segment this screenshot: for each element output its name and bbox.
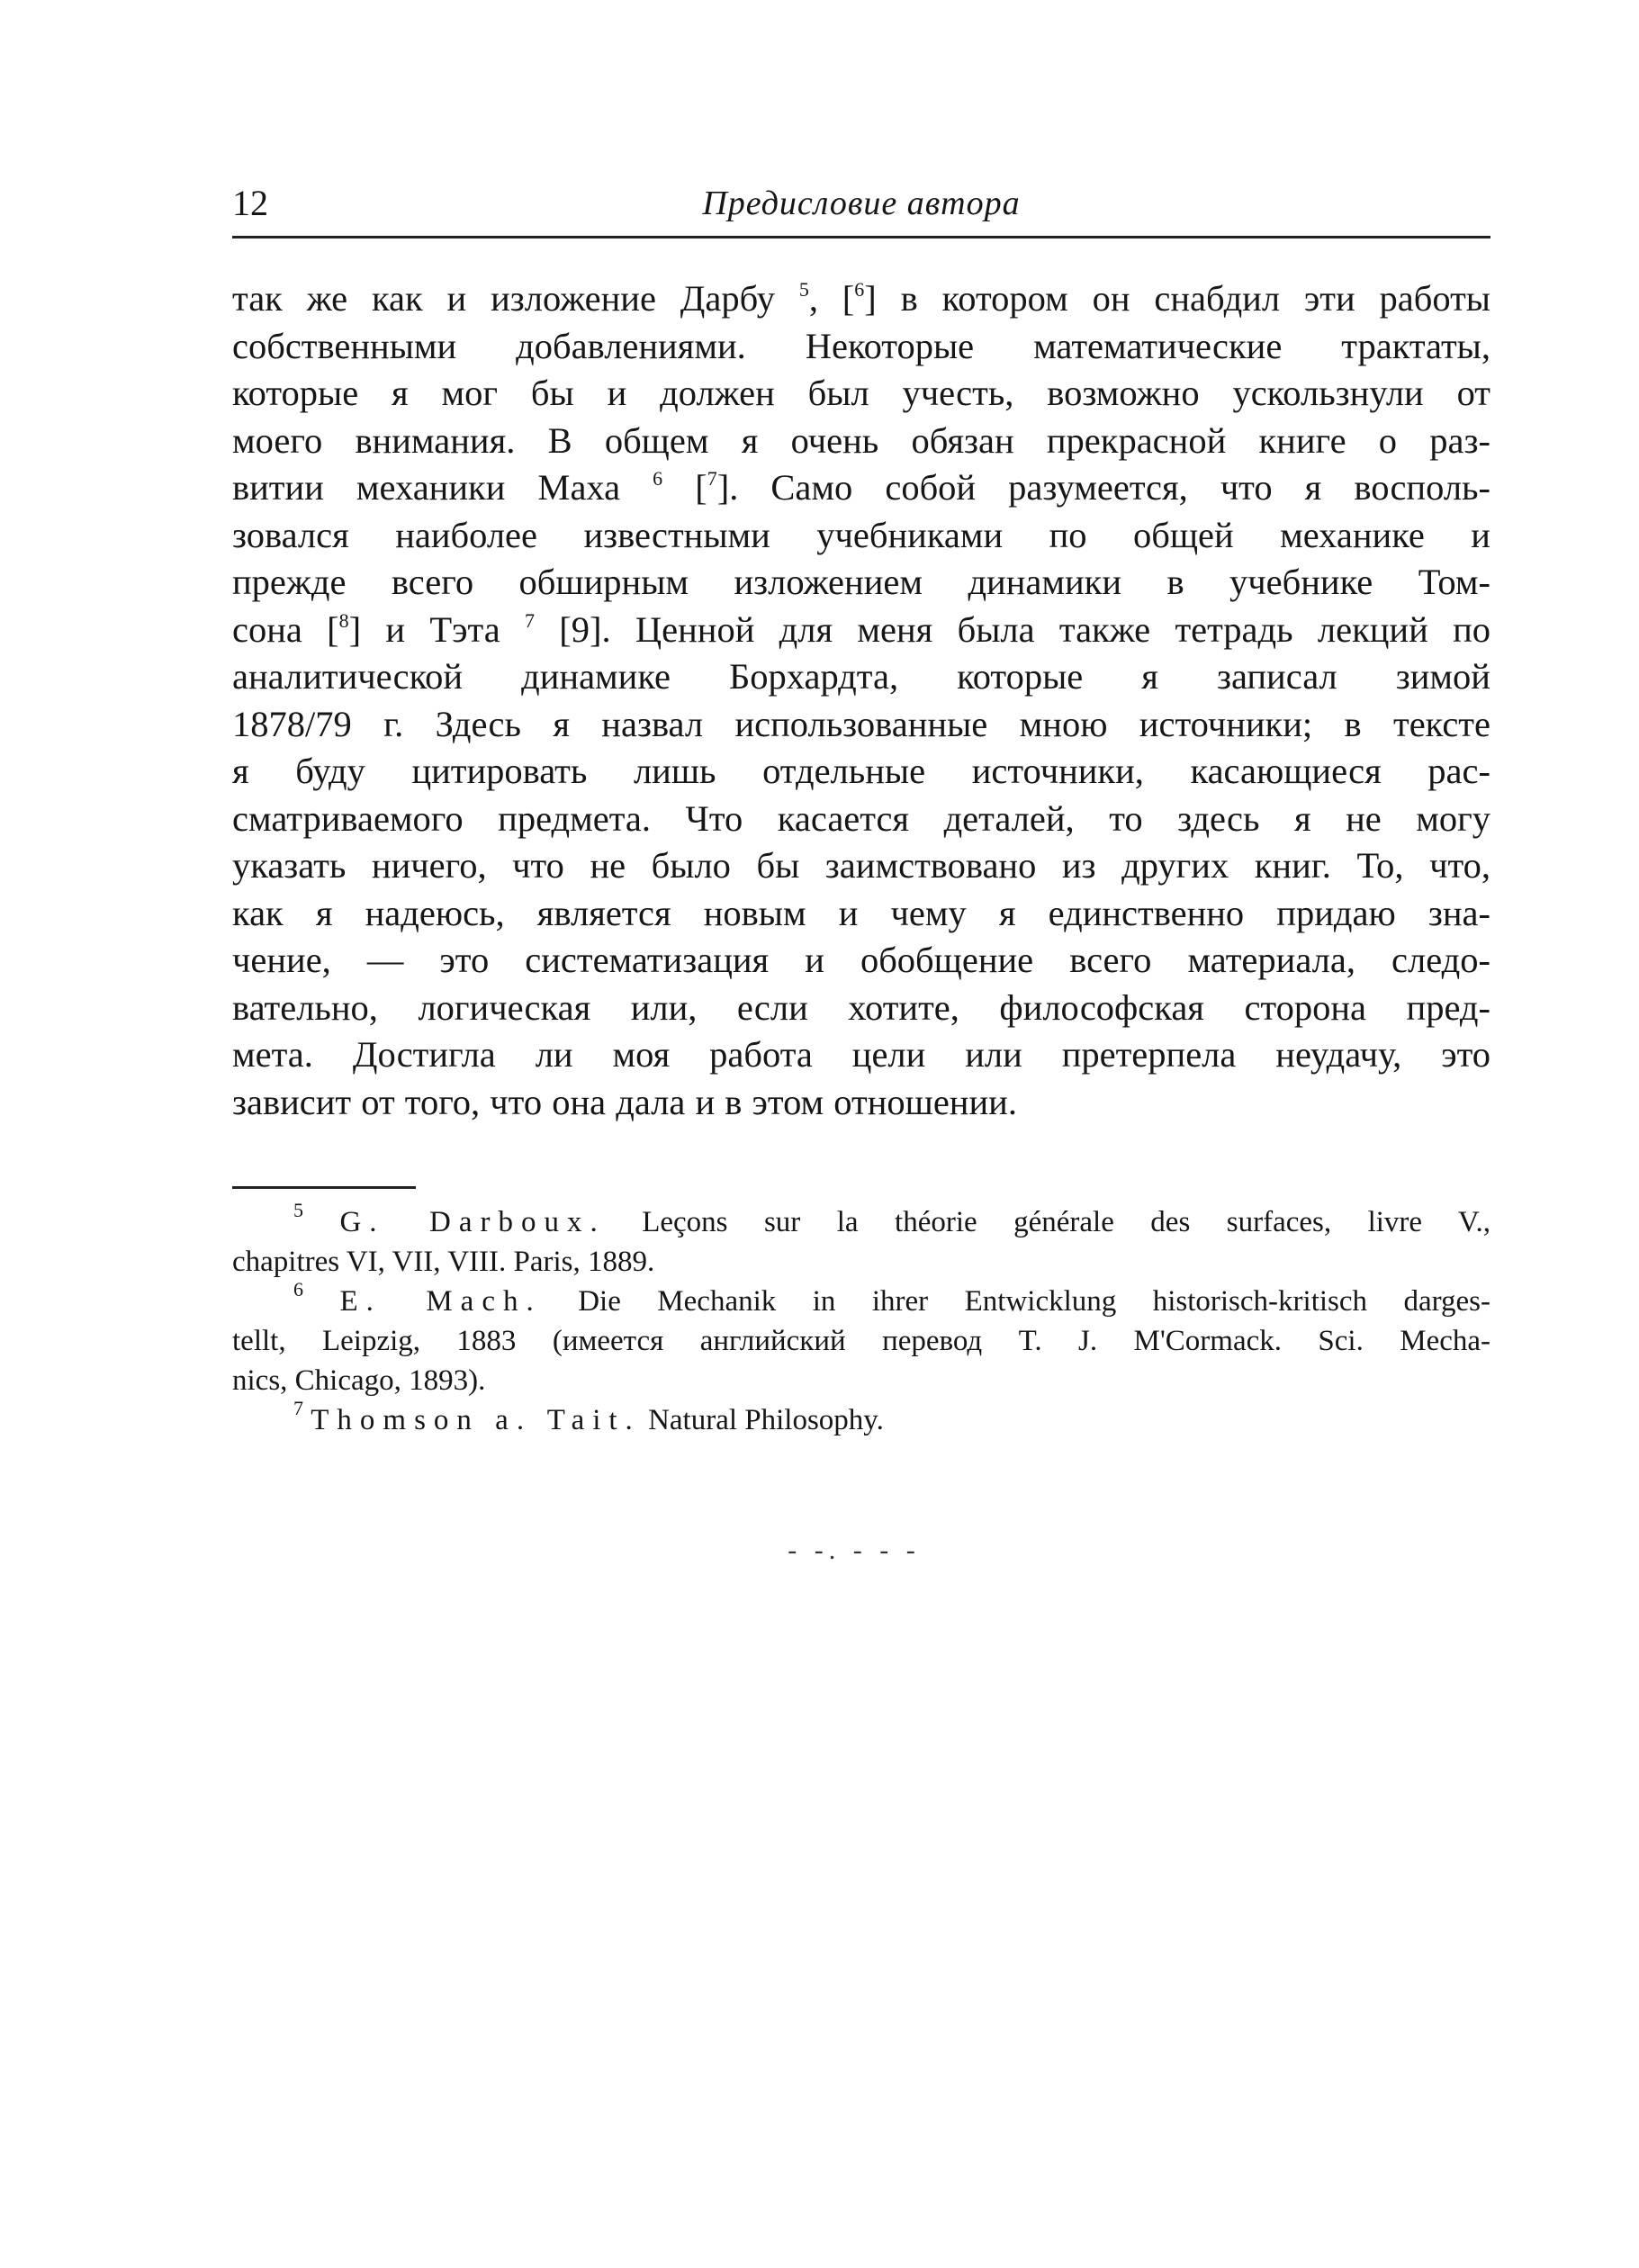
running-title: Предисловие автора — [702, 184, 1021, 222]
text-line: прежде всего обширным изложением динамики в учебнике Том- — [232, 562, 1490, 602]
citation-ref: 8 — [338, 608, 349, 632]
footnotes — [232, 1202, 1490, 1440]
text-line: витии механики Маха $^6$ [$^7$]. Само собой разумеется, что я восполь- — [232, 467, 1490, 508]
running-header — [232, 176, 1490, 230]
text-line: зависит от того, что она дала и в этом отношении. — [232, 1081, 1017, 1122]
footnote — [232, 1282, 1490, 1400]
footnote-author: E. Mach. — [339, 1285, 542, 1318]
page-number: 12 — [232, 183, 268, 223]
bottom-dash-mark: - -. - - - — [788, 1535, 921, 1565]
text-line: которые я мог бы и должен был учесть, возможно ускользнули от — [232, 373, 1490, 413]
text-line: зовался наиболее известными учебниками по общей механике и — [232, 514, 1490, 555]
footnote-ref: 7 — [524, 608, 535, 632]
text-line: 1878/79 г. Здесь я назвал использованные мною источники; в тексте — [232, 703, 1490, 744]
footnote-line: tellt, Leipzig, 1883 (имеется английский перевод T. J. M'Cormack. Sci. Mecha- — [232, 1325, 1490, 1357]
text-line: аналитической динамике Борхардта, которые я записал зимой — [232, 656, 1490, 697]
footnote — [232, 1400, 1490, 1440]
text-line: мета. Достигла ли моя работа цели или претерпела неудачу, это — [232, 1034, 1490, 1075]
footnote-line: $^7$ Thomson a. Tait. Natural Philosophy. — [232, 1400, 1490, 1440]
footnote-ref: 6 — [653, 467, 663, 490]
text-line: чение, — это систематизация и обобщение всего материала, следо- — [232, 940, 1490, 980]
text-line: вательно, логическая или, если хотите, философская сторона пред- — [232, 986, 1490, 1028]
footnote-marker: 7 — [293, 1400, 303, 1419]
footnote-author: G. Darboux. — [339, 1206, 606, 1238]
footnote-line: $^6$ E. Mach. Die Mechanik in ihrer Entwicklung historisch-kritisch darges- — [232, 1282, 1490, 1321]
footnote-marker: 5 — [293, 1202, 303, 1221]
text-line: собственными добавлениями. Некоторые математические трактаты, — [232, 325, 1490, 366]
text-line: сона [$^8$] и Тэта $^7$ [9]. Ценной для меня была также тетрадь лекций по — [232, 608, 1490, 650]
text-line: так же как и изложение Дарбу $^5$, [$^6$] в котором он снабдил эти работы — [232, 278, 1490, 319]
footnote-line: chapitres VI, VII, VIII. Paris, 1889. — [232, 1246, 655, 1278]
text-line: сматриваемого предмета. Что касается деталей, то здесь я не могу — [232, 797, 1490, 839]
body-paragraph — [232, 275, 1490, 1126]
citation-ref: 7 — [707, 467, 717, 490]
footnote — [232, 1202, 1490, 1282]
header-rule — [232, 236, 1490, 238]
text-line: моего внимания. В общем я очень обязан прекрасной книге о раз- — [232, 419, 1490, 461]
text-line: как я надеюсь, является новым и чему я единственно придаю зна- — [232, 892, 1490, 933]
text-line: я буду цитировать лишь отдельные источники, касающиеся рас- — [232, 751, 1490, 791]
footnote-marker: 6 — [293, 1282, 303, 1300]
citation-ref: 6 — [854, 278, 865, 301]
footnote-line: $^5$ G. Darboux. Leçons sur la théorie générale des surfaces, livre V., — [232, 1202, 1490, 1242]
footnote-ref: 5 — [798, 278, 809, 301]
footnote-rule — [232, 1186, 416, 1189]
footnote-author: Thomson a. Tait. — [311, 1404, 641, 1436]
text-line: указать ничего, что не было бы заимствовано из других книг. То, что, — [232, 845, 1490, 886]
footnote-line: nics, Chicago, 1893). — [232, 1364, 486, 1397]
